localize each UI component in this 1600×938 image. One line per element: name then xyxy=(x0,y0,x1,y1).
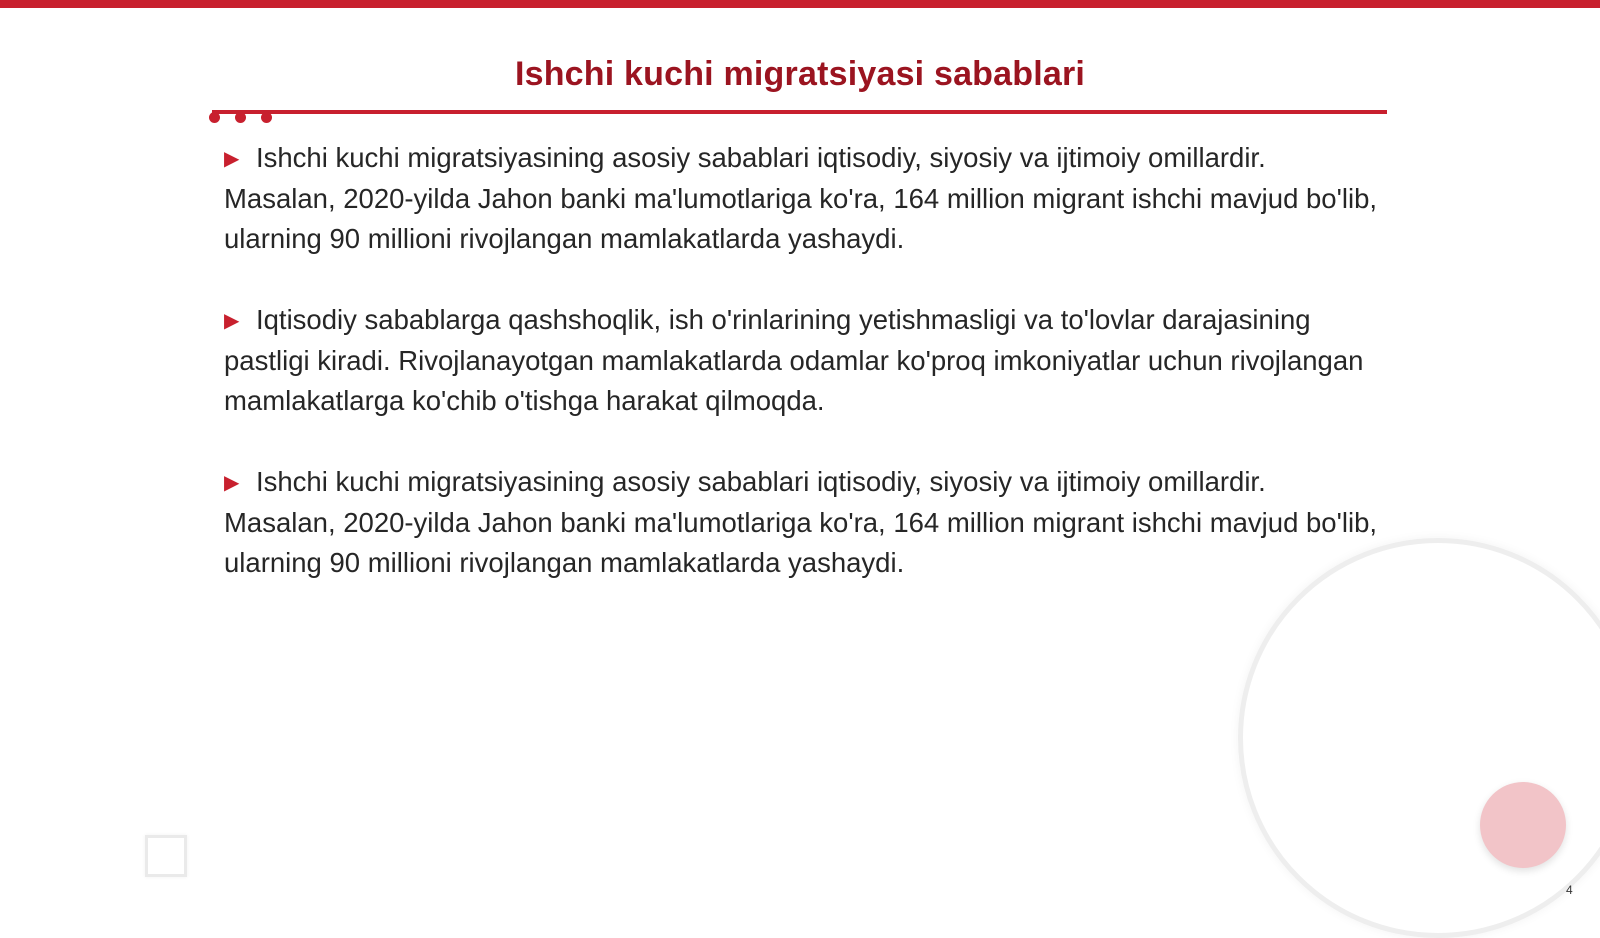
bullet-paragraph-2 xyxy=(224,300,1384,421)
decor-dot-2 xyxy=(235,112,246,123)
bullet-paragraph-1 xyxy=(224,138,1384,259)
top-accent-bar xyxy=(0,0,1600,8)
decor-dot-3 xyxy=(261,112,272,123)
paragraph-text: Ishchi kuchi migratsiyasining asosiy sabablari iqtisodiy, siyosiy va ijtimoiy omillardir. Masalan, 2020-yilda Jahon banki ma'lumotlariga ko'ra, 164 million migrant ishchi mavjud bo'lib, ularning 90 millioni rivojlangan mamlakatlarda yashaydi. xyxy=(224,142,1377,254)
decor-circle-pink xyxy=(1480,782,1566,868)
slide-title: Ishchi kuchi migratsiyasi sabablari xyxy=(514,55,1086,93)
page-number: 4 xyxy=(1566,883,1573,897)
bullet-triangle-icon: ▶ xyxy=(224,148,240,170)
paragraph-text: Iqtisodiy sabablarga qashshoqlik, ish o'rinlarining yetishmasligi va to'lovlar darajasining pastligi kiradi. Rivojlanayotgan mamlakatlarda odamlar ko'proq imkoniyatlar uchun rivojlangan mamlakatlarga ko'chib o'tishga harakat qilmoqda. xyxy=(224,304,1364,416)
paragraph-text: Ishchi kuchi migratsiyasining asosiy sabablari iqtisodiy, siyosiy va ijtimoiy omillardir. Masalan, 2020-yilda Jahon banki ma'lumotlariga ko'ra, 164 million migrant ishchi mavjud bo'lib, ularning 90 millioni rivojlangan mamlakatlarda yashaydi. xyxy=(224,466,1377,578)
slide-body xyxy=(224,138,1384,624)
decor-dot-1 xyxy=(209,112,220,123)
title-underline xyxy=(212,110,1387,114)
decor-square-outline xyxy=(145,835,187,877)
bullet-triangle-icon: ▶ xyxy=(224,472,240,494)
bullet-paragraph-3 xyxy=(224,462,1384,583)
bullet-triangle-icon: ▶ xyxy=(224,310,240,332)
